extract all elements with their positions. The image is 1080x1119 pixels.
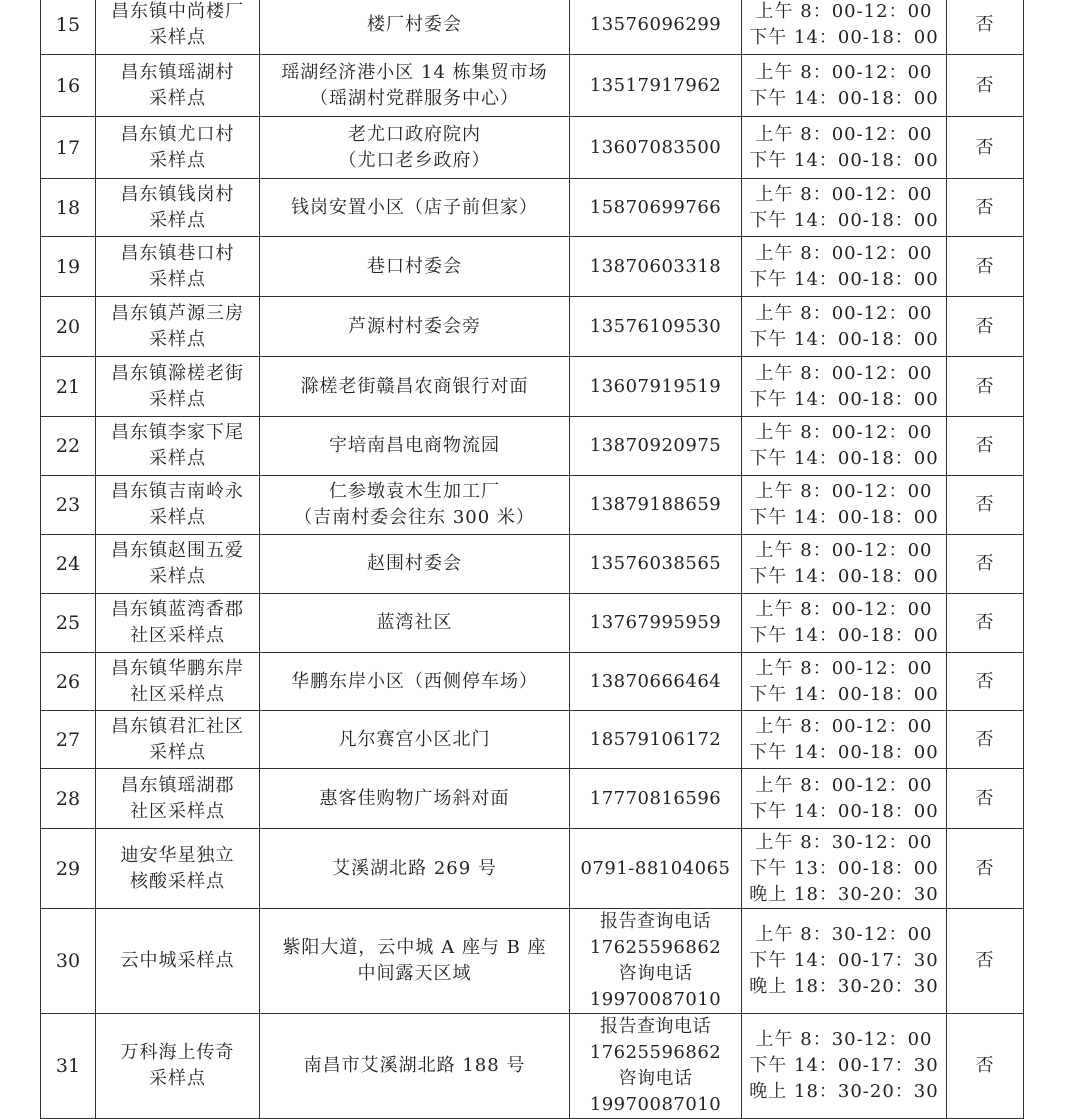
table-row (41, 594, 1024, 653)
site-name (96, 829, 260, 909)
flag-value: 否 (947, 237, 1024, 297)
site-address (260, 594, 570, 653)
site-name-line: 采样点 (149, 328, 206, 350)
table-row (41, 55, 1024, 117)
site-name-line: 昌东镇君汇社区 (111, 715, 244, 737)
table-row (41, 711, 1024, 769)
site-address-line: 赵围村委会 (367, 553, 462, 574)
row-number: 20 (41, 297, 96, 357)
site-name-line: 昌东镇华鹏东岸 (111, 657, 244, 679)
site-name (96, 237, 260, 297)
service-hours-line: 上午 8：00-12：00 (755, 540, 933, 561)
service-hours-line: 上午 8：00-12：00 (755, 61, 933, 83)
site-name-line: 昌东镇赵围五爱 (111, 540, 244, 561)
site-address (260, 237, 570, 297)
site-address (260, 417, 570, 476)
site-name-line: 昌东镇中尚楼厂 (111, 0, 244, 22)
contact-phone (570, 417, 742, 476)
site-address (260, 829, 570, 909)
site-name-line: 社区采样点 (130, 625, 225, 646)
site-name-line: 昌东镇尤口村 (120, 123, 235, 145)
service-hours-line: 下午 14：00-18：00 (749, 566, 939, 587)
contact-phone (570, 594, 742, 653)
site-address (260, 0, 570, 55)
site-name-line: 社区采样点 (130, 683, 225, 705)
contact-phone-line: 13576109530 (589, 315, 722, 337)
site-name (96, 117, 260, 179)
site-address-line: 楼厂村委会 (367, 13, 462, 35)
contact-phone (570, 653, 742, 711)
service-hours-line: 上午 8：00-12：00 (755, 183, 933, 205)
service-hours-line: 上午 8：00-12：00 (755, 599, 933, 620)
site-name-line: 核酸采样点 (130, 870, 225, 892)
contact-phone-line: 报告查询电话 (600, 911, 711, 932)
service-hours-line: 下午 14：00-18：00 (749, 268, 939, 290)
service-hours-line: 上午 8：30-12：00 (755, 1029, 933, 1050)
site-name (96, 711, 260, 769)
site-address-line: 艾溪湖北路 269 号 (332, 857, 497, 879)
site-address-line: 华鹏东岸小区（西侧停车场） (291, 670, 538, 692)
table-row (41, 417, 1024, 476)
table-row (41, 357, 1024, 417)
service-hours-line: 下午 14：00-18：00 (749, 328, 939, 350)
site-address (260, 711, 570, 769)
site-name (96, 297, 260, 357)
service-hours (742, 909, 947, 1014)
site-address (260, 769, 570, 829)
contact-phone-line: 13607919519 (589, 375, 722, 397)
flag-value: 否 (947, 179, 1024, 237)
row-number: 24 (41, 535, 96, 594)
service-hours (742, 829, 947, 909)
service-hours-line: 上午 8：00-12：00 (755, 657, 933, 679)
table-row (41, 1014, 1024, 1119)
contact-phone-line: 19970087010 (589, 989, 722, 1010)
flag-value: 否 (947, 769, 1024, 829)
contact-phone (570, 476, 742, 535)
site-name (96, 476, 260, 535)
site-name (96, 653, 260, 711)
table-row (41, 117, 1024, 179)
row-number: 31 (41, 1014, 96, 1119)
contact-phone-line: 17625596862 (589, 937, 722, 958)
flag-value: 否 (947, 909, 1024, 1014)
contact-phone (570, 179, 742, 237)
site-address-line: （尤口老乡政府） (338, 149, 491, 171)
service-hours (742, 237, 947, 297)
service-hours (742, 55, 947, 117)
contact-phone-line: 13879188659 (589, 494, 722, 515)
service-hours-line: 上午 8：00-12：00 (755, 362, 933, 384)
service-hours-line: 晚上 18：30-20：30 (749, 883, 939, 905)
site-name-line: 万科海上传奇 (120, 1042, 235, 1063)
site-name (96, 417, 260, 476)
site-address (260, 55, 570, 117)
flag-value: 否 (947, 357, 1024, 417)
service-hours-line: 晚上 18：30-20：30 (749, 976, 939, 997)
service-hours (742, 711, 947, 769)
contact-phone (570, 297, 742, 357)
site-name-line: 昌东镇瑶湖郡 (120, 774, 235, 796)
flag-value: 否 (947, 417, 1024, 476)
contact-phone (570, 55, 742, 117)
service-hours-line: 下午 14：00-17：30 (749, 950, 939, 971)
service-hours-line: 下午 14：00-17：30 (749, 1055, 939, 1076)
contact-phone (570, 237, 742, 297)
service-hours (742, 594, 947, 653)
site-address-line: 凡尔赛宫小区北门 (338, 728, 491, 750)
flag-value: 否 (947, 653, 1024, 711)
contact-phone (570, 357, 742, 417)
row-number: 16 (41, 55, 96, 117)
service-hours (742, 769, 947, 829)
site-name (96, 1014, 260, 1119)
service-hours (742, 535, 947, 594)
site-name-line: 采样点 (149, 149, 206, 171)
contact-phone-line: 13767995959 (589, 612, 722, 633)
table-row (41, 237, 1024, 297)
site-name-line: 采样点 (149, 566, 206, 587)
table-row (41, 653, 1024, 711)
row-number: 30 (41, 909, 96, 1014)
row-number: 15 (41, 0, 96, 55)
contact-phone (570, 0, 742, 55)
contact-phone (570, 117, 742, 179)
site-name (96, 769, 260, 829)
table-row (41, 0, 1024, 55)
service-hours-line: 下午 14：00-18：00 (749, 149, 939, 171)
site-name (96, 535, 260, 594)
site-name (96, 357, 260, 417)
flag-value: 否 (947, 829, 1024, 909)
table-row (41, 179, 1024, 237)
service-hours-line: 上午 8：30-12：00 (755, 924, 933, 945)
row-number: 23 (41, 476, 96, 535)
site-name-line: 昌东镇钱岗村 (120, 183, 235, 205)
contact-phone-line: 17625596862 (589, 1042, 722, 1063)
service-hours-line: 上午 8：00-12：00 (755, 242, 933, 264)
row-number: 26 (41, 653, 96, 711)
contact-phone-line: 13870920975 (589, 435, 722, 456)
service-hours-line: 上午 8：00-12：00 (755, 302, 933, 324)
service-hours-line: 下午 14：00-18：00 (749, 507, 939, 528)
site-name-line: 昌东镇芦源三房 (111, 302, 244, 324)
service-hours-line: 下午 14：00-18：00 (749, 26, 939, 48)
row-number: 29 (41, 829, 96, 909)
site-address-line: 钱岗安置小区（店子前但家） (291, 196, 538, 218)
service-hours-line: 下午 14：00-18：00 (749, 741, 939, 763)
site-address (260, 535, 570, 594)
service-hours-line: 下午 14：00-18：00 (749, 683, 939, 705)
contact-phone (570, 711, 742, 769)
table-row (41, 909, 1024, 1014)
table-row (41, 297, 1024, 357)
flag-value: 否 (947, 711, 1024, 769)
table-row (41, 769, 1024, 829)
row-number: 19 (41, 237, 96, 297)
contact-phone-line: 咨询电话 (618, 1068, 693, 1089)
site-name (96, 909, 260, 1014)
site-name-line: 采样点 (149, 388, 206, 410)
table-row (41, 535, 1024, 594)
flag-value: 否 (947, 1014, 1024, 1119)
site-address (260, 117, 570, 179)
site-name-line: 昌东镇巷口村 (120, 242, 235, 264)
contact-phone-line: 18579106172 (589, 728, 722, 750)
site-name (96, 594, 260, 653)
site-name-line: 昌东镇瑶湖村 (120, 61, 235, 83)
contact-phone (570, 769, 742, 829)
service-hours (742, 117, 947, 179)
service-hours-line: 上午 8：00-12：00 (755, 774, 933, 796)
service-hours (742, 476, 947, 535)
row-number: 25 (41, 594, 96, 653)
site-address-line: 紫阳大道，云中城 A 座与 B 座 (282, 937, 547, 958)
site-name (96, 55, 260, 117)
site-address (260, 476, 570, 535)
site-name-line: 社区采样点 (130, 800, 225, 822)
service-hours (742, 357, 947, 417)
site-name-line: 采样点 (149, 87, 206, 109)
service-hours (742, 417, 947, 476)
contact-phone-line: 咨询电话 (618, 963, 693, 984)
service-hours (742, 297, 947, 357)
site-name-line: 采样点 (149, 741, 206, 763)
site-name-line: 迪安华星独立 (120, 844, 235, 866)
service-hours (742, 653, 947, 711)
table-row (41, 476, 1024, 535)
site-name-line: 采样点 (149, 268, 206, 290)
contact-phone-line: 13517917962 (589, 74, 722, 96)
contact-phone-line: 13576038565 (589, 553, 722, 574)
service-hours (742, 0, 947, 55)
site-name (96, 0, 260, 55)
site-name-line: 昌东镇蓝湾香郡 (111, 599, 244, 620)
service-hours-line: 下午 14：00-18：00 (749, 625, 939, 646)
site-address (260, 653, 570, 711)
site-name (96, 179, 260, 237)
contact-phone-line: 13607083500 (589, 136, 722, 158)
row-number: 28 (41, 769, 96, 829)
contact-phone-line: 15870699766 (589, 196, 722, 218)
site-address (260, 909, 570, 1014)
flag-value: 否 (947, 594, 1024, 653)
site-name-line: 昌东镇吉南岭永 (111, 481, 244, 502)
sampling-sites-table (40, 0, 1024, 1119)
service-hours-line: 下午 14：00-18：00 (749, 87, 939, 109)
site-address-line: 老尤口政府院内 (348, 123, 481, 145)
service-hours-line: 上午 8：00-12：00 (755, 123, 933, 145)
site-name-line: 昌东镇李家下尾 (111, 422, 244, 443)
service-hours-line: 上午 8：00-12：00 (755, 422, 933, 443)
flag-value: 否 (947, 297, 1024, 357)
site-address-line: （瑶湖村党群服务中心） (310, 87, 519, 109)
site-address-line: 滁槎老街赣昌农商银行对面 (300, 375, 529, 397)
contact-phone-line: 报告查询电话 (600, 1016, 711, 1037)
contact-phone-line: 13870603318 (589, 255, 722, 277)
contact-phone-line: 0791-88104065 (580, 857, 731, 879)
service-hours-line: 下午 14：00-18：00 (749, 209, 939, 231)
flag-value: 否 (947, 55, 1024, 117)
site-address-line: 芦源村村委会旁 (348, 315, 481, 337)
site-name-line: 采样点 (149, 1068, 206, 1089)
service-hours (742, 1014, 947, 1119)
contact-phone (570, 1014, 742, 1119)
site-name-line: 采样点 (149, 507, 206, 528)
flag-value: 否 (947, 0, 1024, 55)
contact-phone-line: 13870666464 (589, 670, 722, 692)
service-hours-line: 晚上 18：30-20：30 (749, 1081, 939, 1102)
row-number: 17 (41, 117, 96, 179)
site-name-line: 昌东镇滁槎老街 (111, 362, 244, 384)
row-number: 21 (41, 357, 96, 417)
site-address-line: 南昌市艾溪湖北路 188 号 (303, 1055, 526, 1076)
flag-value: 否 (947, 535, 1024, 594)
site-address (260, 1014, 570, 1119)
service-hours-line: 下午 14：00-18：00 (749, 800, 939, 822)
service-hours (742, 179, 947, 237)
service-hours-line: 下午 14：00-18：00 (749, 448, 939, 469)
row-number: 18 (41, 179, 96, 237)
contact-phone (570, 829, 742, 909)
site-address-line: 仁参墩袁木生加工厂 (329, 481, 500, 502)
row-number: 27 (41, 711, 96, 769)
contact-phone (570, 909, 742, 1014)
site-address-line: 蓝湾社区 (376, 612, 453, 633)
row-number: 22 (41, 417, 96, 476)
site-address-line: 宇培南昌电商物流园 (329, 435, 500, 456)
service-hours-line: 下午 14：00-18：00 (749, 388, 939, 410)
service-hours-line: 下午 13：00-18：00 (749, 857, 939, 879)
site-name-line: 采样点 (149, 26, 206, 48)
table-row (41, 829, 1024, 909)
site-name-line: 云中城采样点 (120, 950, 235, 971)
site-address (260, 179, 570, 237)
contact-phone-line: 17770816596 (589, 787, 722, 809)
site-address-line: 巷口村委会 (367, 255, 462, 277)
service-hours-line: 上午 8：00-12：00 (755, 0, 933, 22)
contact-phone-line: 13576096299 (589, 13, 722, 35)
contact-phone-line: 19970087010 (589, 1094, 722, 1115)
service-hours-line: 上午 8：00-12：00 (755, 481, 933, 502)
contact-phone (570, 535, 742, 594)
flag-value: 否 (947, 476, 1024, 535)
site-address-line: （吉南村委会往东 300 米） (294, 507, 535, 528)
service-hours-line: 上午 8：00-12：00 (755, 715, 933, 737)
site-name-line: 采样点 (149, 209, 206, 231)
service-hours-line: 上午 8：30-12：00 (755, 831, 933, 853)
site-name-line: 采样点 (149, 448, 206, 469)
flag-value: 否 (947, 117, 1024, 179)
site-address-line: 惠客佳购物广场斜对面 (319, 787, 510, 809)
site-address (260, 297, 570, 357)
site-address-line: 瑶湖经济港小区 14 栋集贸市场 (281, 61, 548, 83)
table-body (41, 0, 1024, 1119)
site-address (260, 357, 570, 417)
site-address-line: 中间露天区域 (357, 963, 472, 984)
